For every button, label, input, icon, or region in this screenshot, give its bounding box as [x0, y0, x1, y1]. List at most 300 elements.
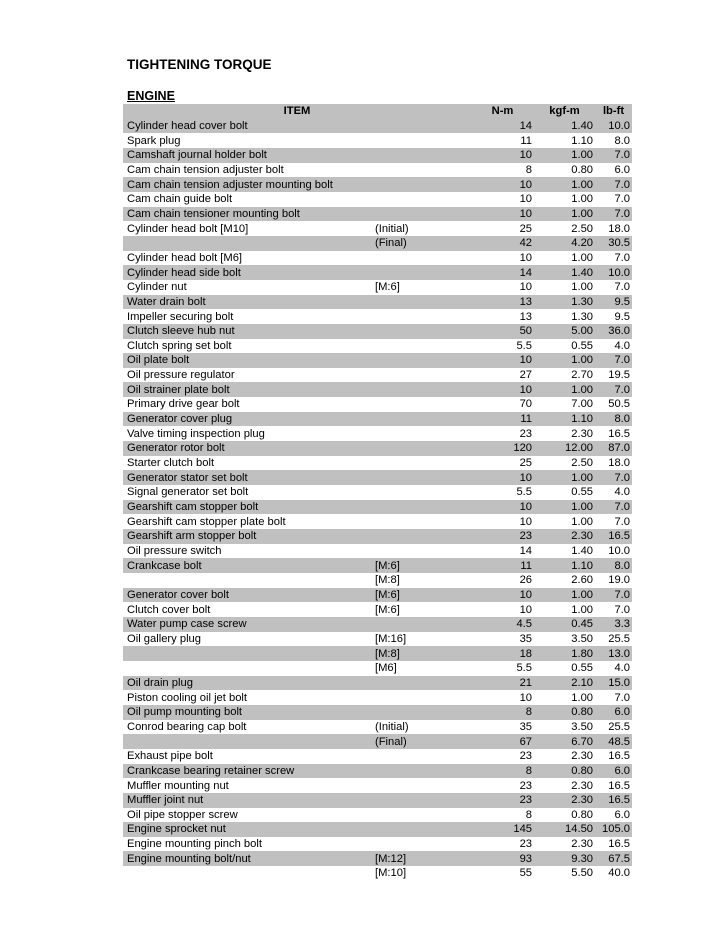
row-kgf: 1.30 [571, 310, 594, 323]
row-nm: 70 [519, 398, 533, 411]
row-kgf: 1.00 [534, 500, 595, 515]
table-row [123, 720, 632, 735]
row-nm: 93 [471, 851, 534, 866]
row-item: Generator rotor bolt [123, 441, 375, 456]
row-lbft: 7.0 [595, 177, 632, 192]
row-note [375, 148, 471, 163]
row-kgf: 1.40 [534, 119, 595, 134]
row-note: (Final) [375, 236, 471, 251]
table-row [123, 822, 632, 837]
row-note [375, 426, 471, 441]
row-nm: 25 [519, 457, 533, 470]
row-lbft: 16.5 [608, 750, 631, 763]
row-lbft: 10.0 [608, 545, 631, 558]
row-nm: 35 [519, 632, 533, 645]
table-row [123, 280, 632, 295]
row-note: [M:8] [375, 574, 400, 587]
row-nm: 13 [519, 310, 533, 323]
row-note [375, 382, 471, 397]
row-note [375, 514, 471, 529]
row-nm: 10 [519, 603, 533, 616]
row-lbft: 7.0 [595, 588, 632, 603]
row-kgf: 0.80 [571, 163, 594, 176]
row-nm: 10 [519, 691, 533, 704]
row-note [375, 705, 471, 720]
row-kgf: 3.50 [571, 632, 594, 645]
row-nm: 50 [471, 324, 534, 339]
row-nm: 10 [519, 251, 533, 264]
row-note: [M:6] [375, 558, 471, 573]
row-item: Cylinder head cover bolt [123, 119, 375, 134]
row-nm: 10 [519, 515, 533, 528]
row-nm: 23 [471, 529, 534, 544]
row-kgf: 2.30 [571, 779, 594, 792]
row-note [375, 119, 471, 134]
row-lbft: 30.5 [595, 236, 632, 251]
row-lbft: 4.0 [614, 662, 631, 675]
row-lbft: 16.5 [595, 793, 632, 808]
row-kgf: 3.50 [571, 720, 594, 733]
table-row [123, 441, 632, 456]
row-kgf: 1.10 [571, 134, 594, 147]
row-item: Generator stator set bolt [123, 470, 375, 485]
row-note [375, 295, 471, 310]
row-lbft: 7.0 [614, 193, 631, 206]
table-header-row [123, 104, 632, 119]
row-kgf: 1.40 [571, 545, 594, 558]
row-kgf: 1.00 [534, 207, 595, 222]
column-header-lbft: lb-ft [595, 104, 632, 119]
row-item: Oil plate bolt [123, 353, 375, 368]
row-lbft: 16.5 [608, 427, 631, 440]
row-lbft: 87.0 [595, 441, 632, 456]
row-nm: 26 [519, 574, 533, 587]
table-row [123, 764, 632, 779]
row-item [123, 661, 375, 676]
row-nm: 13 [471, 295, 534, 310]
table-row [123, 851, 632, 866]
table-row [123, 514, 632, 529]
table-row [123, 676, 632, 691]
row-note [375, 500, 471, 515]
row-lbft: 7.0 [614, 691, 631, 704]
row-kgf: 1.80 [534, 646, 595, 661]
row-kgf: 2.50 [571, 457, 594, 470]
row-item [123, 646, 375, 661]
row-item: Engine sprocket nut [123, 822, 375, 837]
row-kgf: 1.10 [534, 558, 595, 573]
table-row [123, 705, 632, 720]
row-item: Cam chain tension adjuster bolt [127, 163, 284, 176]
row-kgf: 0.80 [534, 705, 595, 720]
row-nm: 5.5 [516, 662, 533, 675]
table-row [123, 119, 632, 134]
row-nm: 4.5 [471, 617, 534, 632]
row-item: Cam chain tension adjuster mounting bolt [123, 177, 375, 192]
row-lbft: 7.0 [595, 470, 632, 485]
row-note [375, 309, 471, 324]
row-note: [M:16] [375, 632, 407, 645]
row-nm: 21 [471, 676, 534, 691]
row-note: [M6] [375, 662, 397, 675]
table-row [123, 295, 632, 310]
table-row [123, 632, 632, 647]
table-row [123, 544, 632, 559]
table-row [123, 221, 632, 236]
row-nm: 42 [471, 236, 534, 251]
row-lbft: 7.0 [595, 207, 632, 222]
table-row [123, 529, 632, 544]
column-header-nm: N-m [471, 104, 534, 119]
row-kgf: 1.00 [534, 353, 595, 368]
row-note: [M:6] [375, 603, 400, 616]
row-nm: 5.5 [516, 339, 533, 352]
row-note: [M:12] [375, 851, 471, 866]
row-kgf: 2.30 [571, 750, 594, 763]
table-row [123, 602, 632, 617]
table-row [123, 397, 632, 412]
row-note [375, 470, 471, 485]
row-note [375, 324, 471, 339]
table-row [123, 778, 632, 793]
row-lbft: 19.5 [608, 369, 631, 382]
row-item: Starter clutch bolt [127, 457, 215, 470]
row-nm: 35 [519, 720, 533, 733]
row-kgf: 2.30 [534, 793, 595, 808]
row-item: Oil strainer plate bolt [123, 382, 375, 397]
table-row [123, 207, 632, 222]
row-kgf: 1.00 [571, 193, 594, 206]
table-row [123, 251, 632, 266]
row-item: Cylinder nut [127, 281, 187, 294]
row-lbft: 8.0 [595, 412, 632, 427]
row-kgf: 1.00 [571, 691, 594, 704]
table-row [123, 133, 632, 148]
row-lbft: 7.0 [614, 251, 631, 264]
row-item: Cylinder head bolt [M10] [127, 222, 249, 235]
document-title: TIGHTENING TORQUE [127, 57, 272, 72]
row-item: Valve timing inspection plug [127, 427, 265, 440]
row-kgf: 0.80 [571, 808, 594, 821]
row-item [123, 573, 375, 588]
row-item: Cam chain guide bolt [127, 193, 233, 206]
table-row [123, 309, 632, 324]
row-note [375, 617, 471, 632]
row-item: Exhaust pipe bolt [127, 750, 213, 763]
row-note [375, 177, 471, 192]
row-lbft: 4.0 [614, 486, 631, 499]
row-lbft: 13.0 [595, 646, 632, 661]
table-row [123, 500, 632, 515]
row-lbft: 40.0 [608, 867, 631, 880]
column-header-kgf: kgf-m [534, 104, 595, 119]
table-row [123, 353, 632, 368]
row-note [375, 456, 471, 471]
row-nm: 8 [525, 163, 533, 176]
row-item: Clutch spring set bolt [127, 339, 232, 352]
row-nm: 55 [519, 867, 533, 880]
row-kgf: 2.10 [534, 676, 595, 691]
row-item: Signal generator set bolt [127, 486, 249, 499]
row-note: [M:10] [375, 867, 407, 880]
table-row [123, 382, 632, 397]
row-nm: 27 [519, 369, 533, 382]
row-note: (Initial) [375, 720, 409, 733]
table-row [123, 265, 632, 280]
row-item: Oil pump mounting bolt [123, 705, 375, 720]
row-nm: 10 [471, 148, 534, 163]
row-nm: 11 [471, 558, 534, 573]
row-lbft: 7.0 [595, 382, 632, 397]
table-row [123, 485, 632, 500]
row-note: (Final) [375, 734, 471, 749]
row-lbft: 105.0 [595, 822, 632, 837]
row-note [375, 133, 471, 148]
row-item: Cylinder head side bolt [123, 265, 375, 280]
row-lbft: 6.0 [614, 808, 631, 821]
row-note [375, 251, 471, 266]
table-row [123, 646, 632, 661]
row-nm: 10 [471, 470, 534, 485]
row-note [375, 544, 471, 559]
row-kgf: 12.00 [534, 441, 595, 456]
row-lbft: 7.0 [595, 500, 632, 515]
row-item: Gearshift cam stopper bolt [123, 500, 375, 515]
row-kgf: 2.70 [571, 369, 594, 382]
row-item: Muffler joint nut [123, 793, 375, 808]
row-kgf: 1.00 [571, 281, 594, 294]
row-note [375, 793, 471, 808]
row-nm: 8 [471, 705, 534, 720]
table-row [123, 426, 632, 441]
row-note: [M:8] [375, 646, 471, 661]
table-row [123, 558, 632, 573]
column-header-item: ITEM [123, 104, 471, 119]
row-note: [M:6] [375, 588, 471, 603]
torque-table [123, 104, 632, 881]
row-kgf: 1.00 [534, 382, 595, 397]
row-kgf: 2.30 [571, 427, 594, 440]
row-item: Oil drain plug [123, 676, 375, 691]
row-kgf: 0.55 [571, 662, 594, 675]
row-lbft: 7.0 [614, 281, 631, 294]
table-row [123, 456, 632, 471]
table-row [123, 163, 632, 178]
row-note: [M:6] [375, 281, 400, 294]
table-row [123, 339, 632, 354]
row-note [375, 192, 471, 207]
row-lbft: 10.0 [595, 119, 632, 134]
row-kgf: 5.00 [534, 324, 595, 339]
row-nm: 10 [471, 382, 534, 397]
row-note [375, 207, 471, 222]
row-lbft: 3.3 [595, 617, 632, 632]
row-note [375, 749, 471, 764]
row-item: Oil gallery plug [127, 632, 201, 645]
row-item: Spark plug [127, 134, 181, 147]
row-nm: 14 [471, 119, 534, 134]
row-nm: 23 [519, 838, 533, 851]
row-lbft: 15.0 [595, 676, 632, 691]
row-nm: 10 [519, 281, 533, 294]
section-heading: ENGINE [127, 89, 175, 103]
row-note [375, 690, 471, 705]
table-row [123, 734, 632, 749]
table-row [123, 749, 632, 764]
row-note [375, 837, 471, 852]
row-kgf: 14.50 [534, 822, 595, 837]
row-item [123, 866, 375, 881]
row-kgf: 5.50 [571, 867, 594, 880]
row-lbft: 19.0 [608, 574, 631, 587]
table-row [123, 866, 632, 881]
row-item: Oil pressure regulator [127, 369, 235, 382]
row-item: Conrod bearing cap bolt [127, 720, 247, 733]
row-nm: 11 [520, 134, 533, 147]
row-lbft: 4.0 [614, 339, 631, 352]
row-nm: 10 [519, 193, 533, 206]
row-kgf: 9.30 [534, 851, 595, 866]
table-row [123, 661, 632, 676]
table-row [123, 368, 632, 383]
row-lbft: 16.5 [595, 529, 632, 544]
row-note [375, 822, 471, 837]
row-kgf: 7.00 [571, 398, 594, 411]
row-lbft: 36.0 [595, 324, 632, 339]
row-kgf: 1.00 [534, 148, 595, 163]
row-kgf: 6.70 [534, 734, 595, 749]
row-nm: 8 [471, 764, 534, 779]
row-note [375, 397, 471, 412]
row-kgf: 4.20 [534, 236, 595, 251]
table-row [123, 177, 632, 192]
row-lbft: 8.0 [614, 134, 631, 147]
table-row [123, 588, 632, 603]
row-item: Crankcase bearing retainer screw [123, 764, 375, 779]
row-lbft: 16.5 [608, 779, 631, 792]
row-note [375, 163, 471, 178]
row-item: Generator cover bolt [123, 588, 375, 603]
row-nm: 8 [525, 808, 533, 821]
row-note [375, 412, 471, 427]
row-item: Cam chain tensioner mounting bolt [123, 207, 375, 222]
row-kgf: 0.55 [571, 486, 594, 499]
table-row [123, 324, 632, 339]
table-row [123, 470, 632, 485]
row-note [375, 339, 471, 354]
row-lbft: 10.0 [595, 265, 632, 280]
row-nm: 145 [471, 822, 534, 837]
row-item: Water pump case screw [123, 617, 375, 632]
table-row [123, 148, 632, 163]
row-kgf: 0.45 [534, 617, 595, 632]
row-kgf: 1.00 [571, 603, 594, 616]
table-row [123, 573, 632, 588]
row-nm: 10 [471, 353, 534, 368]
row-kgf: 2.50 [571, 222, 594, 235]
row-lbft: 6.0 [595, 764, 632, 779]
row-lbft: 7.0 [614, 603, 631, 616]
row-item: Engine mounting bolt/nut [123, 851, 375, 866]
row-item: Clutch sleeve hub nut [123, 324, 375, 339]
row-lbft: 16.5 [608, 838, 631, 851]
row-kgf: 1.00 [571, 515, 594, 528]
row-item: Cylinder head bolt [M6] [127, 251, 243, 264]
row-nm: 14 [519, 545, 533, 558]
row-note [375, 808, 471, 823]
row-item: Muffler mounting nut [127, 779, 229, 792]
row-item: Gearshift arm stopper bolt [123, 529, 375, 544]
row-kgf: 1.00 [534, 177, 595, 192]
row-nm: 10 [471, 207, 534, 222]
row-item: Piston cooling oil jet bolt [127, 691, 248, 704]
row-item: Water drain bolt [123, 295, 375, 310]
row-kgf: 2.30 [571, 838, 594, 851]
row-lbft: 7.0 [595, 148, 632, 163]
table-row [123, 793, 632, 808]
table-row [123, 617, 632, 632]
row-nm: 11 [471, 412, 534, 427]
row-note [375, 764, 471, 779]
row-kgf: 1.00 [534, 470, 595, 485]
row-lbft: 25.5 [608, 720, 631, 733]
row-nm: 10 [471, 500, 534, 515]
table-row [123, 690, 632, 705]
row-lbft: 8.0 [595, 558, 632, 573]
row-nm: 10 [471, 177, 534, 192]
table-row [123, 808, 632, 823]
table-row [123, 192, 632, 207]
row-item: Impeller securing bolt [127, 310, 234, 323]
row-kgf: 0.80 [534, 764, 595, 779]
table-row [123, 236, 632, 251]
row-kgf: 1.10 [534, 412, 595, 427]
row-kgf: 1.00 [571, 251, 594, 264]
row-item: Crankcase bolt [123, 558, 375, 573]
row-lbft: 18.0 [608, 222, 631, 235]
row-note [375, 778, 471, 793]
row-item: Clutch cover bolt [127, 603, 211, 616]
row-lbft: 50.5 [608, 398, 631, 411]
row-nm: 25 [519, 222, 533, 235]
table-body [123, 119, 632, 881]
row-item: Oil pressure switch [127, 545, 222, 558]
row-lbft: 9.5 [595, 295, 632, 310]
row-lbft: 67.5 [595, 851, 632, 866]
row-nm: 18 [471, 646, 534, 661]
table-row [123, 837, 632, 852]
row-note [375, 676, 471, 691]
row-lbft: 25.5 [608, 632, 631, 645]
row-lbft: 6.0 [595, 705, 632, 720]
row-lbft: 18.0 [608, 457, 631, 470]
row-kgf: 2.30 [534, 529, 595, 544]
row-kgf: 2.60 [571, 574, 594, 587]
row-note [375, 485, 471, 500]
row-kgf: 0.55 [571, 339, 594, 352]
row-lbft: 7.0 [595, 353, 632, 368]
row-nm: 23 [519, 750, 533, 763]
row-kgf: 1.40 [534, 265, 595, 280]
row-item: Oil pipe stopper screw [127, 808, 238, 821]
row-note [375, 265, 471, 280]
table-row [123, 412, 632, 427]
row-item [123, 734, 375, 749]
row-lbft: 9.5 [614, 310, 631, 323]
row-nm: 5.5 [516, 486, 533, 499]
row-lbft: 48.5 [595, 734, 632, 749]
row-nm: 120 [471, 441, 534, 456]
